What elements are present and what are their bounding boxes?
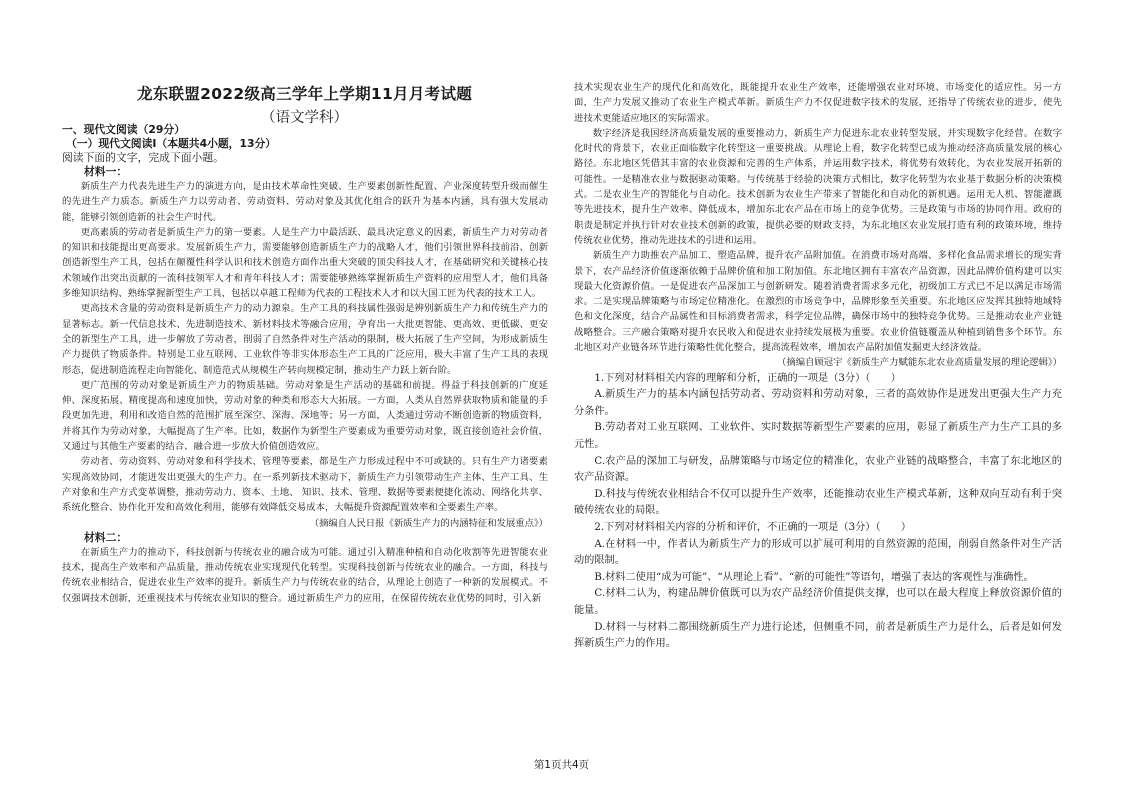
question-2-option-d[interactable]: D.材料一与材料二都围绕新质生产力进行论述，但侧重不同，前者是新质生产力是什么，后者是如何发挥新质生产力的作用。 xyxy=(574,621,1062,650)
material1-paragraph: 更高技术含量的劳动资料是新质生产力的动力源泉。生产工具的科技属性强弱是辨别新质生产力和传统生产力的显著标志。新一代信息技术、先进制造技术、新材料技术等融合应用，孕育出一大批更智能、更高效、更低碳、更安全的新型生产工具，进一步解放了劳动者，削弱了自然条件对生产活动的限制，极大拓展了生产空间，为形成新质生产力提供了物质条件。特别是工业互联网、工业软件等非实体形态生产工具的广泛应用，极大丰富了生产工具的表现形态，促进制造流程走向智能化、制造范式从规模生产转向规模定制，推动生产力跃上新台阶。 xyxy=(62,303,548,376)
question-1-option-b[interactable]: B.劳动者对工业互联网、工业软件、实时数据等新型生产要素的应用，彰显了新质生产力生产工具的多元性。 xyxy=(574,422,1062,451)
material1-paragraph: 新质生产力代表先进生产力的演进方向，是由技术革命性突破、生产要素创新性配置、产业深度转型升级而催生的先进生产力质态。新质生产力以劳动者、劳动资料、劳动对象及其优化组合的跃升为基本内涵，具有强大发展动能，能够引领创造新的社会生产时代。 xyxy=(62,181,548,223)
material2-paragraph-part2: 技术实现农业生产的现代化和高效化，既能提升农业生产效率，还能增强农业对环境、市场变化的适应性。另一方面，生产力发展又推动了农业生产模式革新。新质生产力不仅促进数字技术的发展，还指导了传统农业的进步，使先进技术更能适应地区的实际需求。 xyxy=(574,82,1062,124)
reading-instruction: 阅读下面的文字，完成下面小题。 xyxy=(62,151,224,164)
left-column xyxy=(62,123,548,606)
question-1-stem: 1.下列对材料相关内容的理解和分析，正确的一项是（3分）（ ） xyxy=(594,372,901,384)
material2-source: （摘编自顾冠宇《新质生产力赋能东北农业高质量发展的理论逻辑》） xyxy=(777,357,1062,369)
question-2-stem: 2.下列对材料相关内容的分析和评价，不正确的一项是（3分）（ ） xyxy=(594,521,912,533)
material1-paragraph: 更广范围的劳动对象是新质生产力的物质基础。劳动对象是生产活动的基础和前提。得益于科技创新的广度延伸、深度拓展、精度提高和速度加快，劳动对象的种类和形态大大拓展。一方面，人类从自然界获取物质和能量的手段更加先进，利用和改造自然的范围扩展至深空、深海、深地等；另一方面，人类通过劳动不断创造新的物质资料，并将其作为劳动对象，大幅提高了生产率。比如，数据作为新型生产要素成为重要劳动对象，既直接创造社会价值，又通过与其他生产要素的结合、融合进一步放大价值创造效应。 xyxy=(62,379,548,453)
exam-title: 龙东联盟2022级高三学年上学期11月月考试题 xyxy=(136,85,473,103)
material2-label: 材料二： xyxy=(84,530,128,544)
question-1-option-c[interactable]: C.农产品的深加工与研发，品牌策略与市场定位的精准化，农业产业链的战略整合，丰富了东北地区的农产品资源。 xyxy=(574,455,1062,484)
question-1-option-a[interactable]: A.新质生产力的基本内涵包括劳动者、劳动资料和劳动对象，三者的高效协作是迸发出更强大生产力充分条件。 xyxy=(574,389,1062,417)
page-number: 第1页共4页 xyxy=(533,759,590,771)
right-column xyxy=(574,80,1062,653)
material1-label: 材料一： xyxy=(84,165,128,178)
section-heading: 一、现代文阅读（29分） xyxy=(62,123,185,136)
question-2-option-c[interactable]: C.材料二认为，构建品牌价值既可以为农产品经济价值提供支撑，也可以在最大程度上释放资源价值的能量。 xyxy=(574,588,1062,616)
material1-paragraph: 劳动者、劳动资料、劳动对象和科学技术、管理等要素，都是生产力形成过程中不可或缺的。只有生产力诸要素实现高效协同，才能迸发出更强大的生产力。在一系列新技术驱动下，新质生产力引领带动生产主体、生产工具、生产对象和生产方式变革调整，推动劳动力、资本、土地、 知识、技术、管理、数据等要素便捷化流动、网络化共享、系统化整合、协作化开发和高效化利用，能够有效降低交易成本，大幅提升资源配置效率和全要素生产率。 xyxy=(62,456,548,514)
exam-subtitle: （语文学科） xyxy=(261,110,348,126)
material2-paragraph-part1: 在新质生产力的推动下，科技创新与传统农业的融合成为可能。通过引入精准种植和自动化收割等先进智能农业技术，提高生产效率和产品质量，推动传统农业实现现代化转型。实现科技创新与传统农业的融合。一方面，科技与传统农业相结合，促进农业生产效率的提升。新质生产力与传统农业的结合，从理论上创造了一种新的发展模式。不仅强调技术创新，还重视技术与传统农业知识的整合。通过新质生产力的应用，在保留传统农业优势的同时，引入新 xyxy=(62,546,548,604)
question-2-option-a[interactable]: A.在材料一中，作者认为新质生产力的形成可以扩展可利用的自然资源的范围，削弱自然条件对生产活动的限制。 xyxy=(574,538,1062,567)
section-subheading: （一）现代文阅读Ⅰ（本题共4小题，13分） xyxy=(66,137,277,150)
title-block xyxy=(62,82,547,127)
material2-paragraph: 数字经济是我国经济高质量发展的重要推动力，新质生产力促进东北农业转型发展，并实现数字化经营。在数字化时代的背景下，农业正面临数字化转型这一重要挑战。从理论上看，数字化转型已成为推动经济高质量发展的核心路径。东北地区凭借其丰富的农业资源和完善的生产体系，并运用数字技术，将优势有效转化，为农业发展开拓新的可能性。一是精准农业与数据驱动策略。与传统基于经验的决策方式相比，数字化转型为农业基于数据分析的决策模式。二是农业生产的智能化与自动化。技术创新为农业生产带来了智能化和自动化的新机遇。运用无人机、智能灌溉等先进技术，提升生产效率、降低成本，增加东北农产品在市场上的竞争优势。三是政策与市场的协同作用。政府的职责是制定并执行针对农业技术创新的政策，提供必要的财政支持，为东北地区农业发展打造有利的政策环境，维持传统农业优势，推动先进技术的引进和运用。 xyxy=(574,127,1062,246)
question-2-option-b[interactable]: B.材料二使用“成为可能”、“从理论上看”、“新的可能性”等语句，增强了表达的客观性与准确性。 xyxy=(594,571,1034,583)
material1-paragraph: 更高素质的劳动者是新质生产力的第一要素。人是生产力中最活跃、最具决定意义的因素，新质生产力对劳动者的知识和技能提出更高要求。发展新质生产力，需要能够创造新质生产力的战略人才，他们引领世界科技前沿、创新创造新型生产工具，包括在颠覆性科学认识和技术创造方面作出重大突破的顶尖科技人才，在基础研究和关键核心技术领域作出突出贡献的一流科技领军人才和青年科技人才；需要能够熟练掌握新质生产资料的应用型人才，他们具备多维知识结构、熟练掌握新型生产工具，包括以卓越工程师为代表的工程技术人才和以大国工匠为代表的技术工人。 xyxy=(62,226,548,300)
material2-paragraph: 新质生产力助推农产品加工、塑造品牌，提升农产品附加值。在消费市场对高端、多样化食品需求增长的现实背景下，农产品经济价值逐渐依赖于品牌价值和加工附加值。东北地区拥有丰富农产品资源，因此品牌价值构建可以实现最大化资源价值。一是促进农产品深加工与创新研发。随着消费者需求多元化，初级加工方式已不足以满足市场需求。二是实现品牌策略与市场定位精准化。在激烈的市场竞争中，品牌形象至关重要。东北地区应发挥其独特地域特色和文化深度，结合产品属性和目标消费者需求，科学定位品牌，确保市场中的独特竞争优势。三是推动农业产业链战略整合。三产融合策略对提升农民收入和促进农业持续发展极为重要。农业价值链覆盖从种植到销售多个环节。东北地区对产业链各环节进行策略性优化整合，提高流程效率，增加农产品附加值发掘更大经济效益。 xyxy=(574,250,1062,354)
material1-source: （摘编自人民日报《新质生产力的内涵特征和发展重点》） xyxy=(309,517,548,529)
question-1-option-d[interactable]: D.科技与传统农业相结合不仅可以提升生产效率，还能推动农业生产模式革新，这种双向互动有利于突破传统农业的局限。 xyxy=(574,488,1062,517)
